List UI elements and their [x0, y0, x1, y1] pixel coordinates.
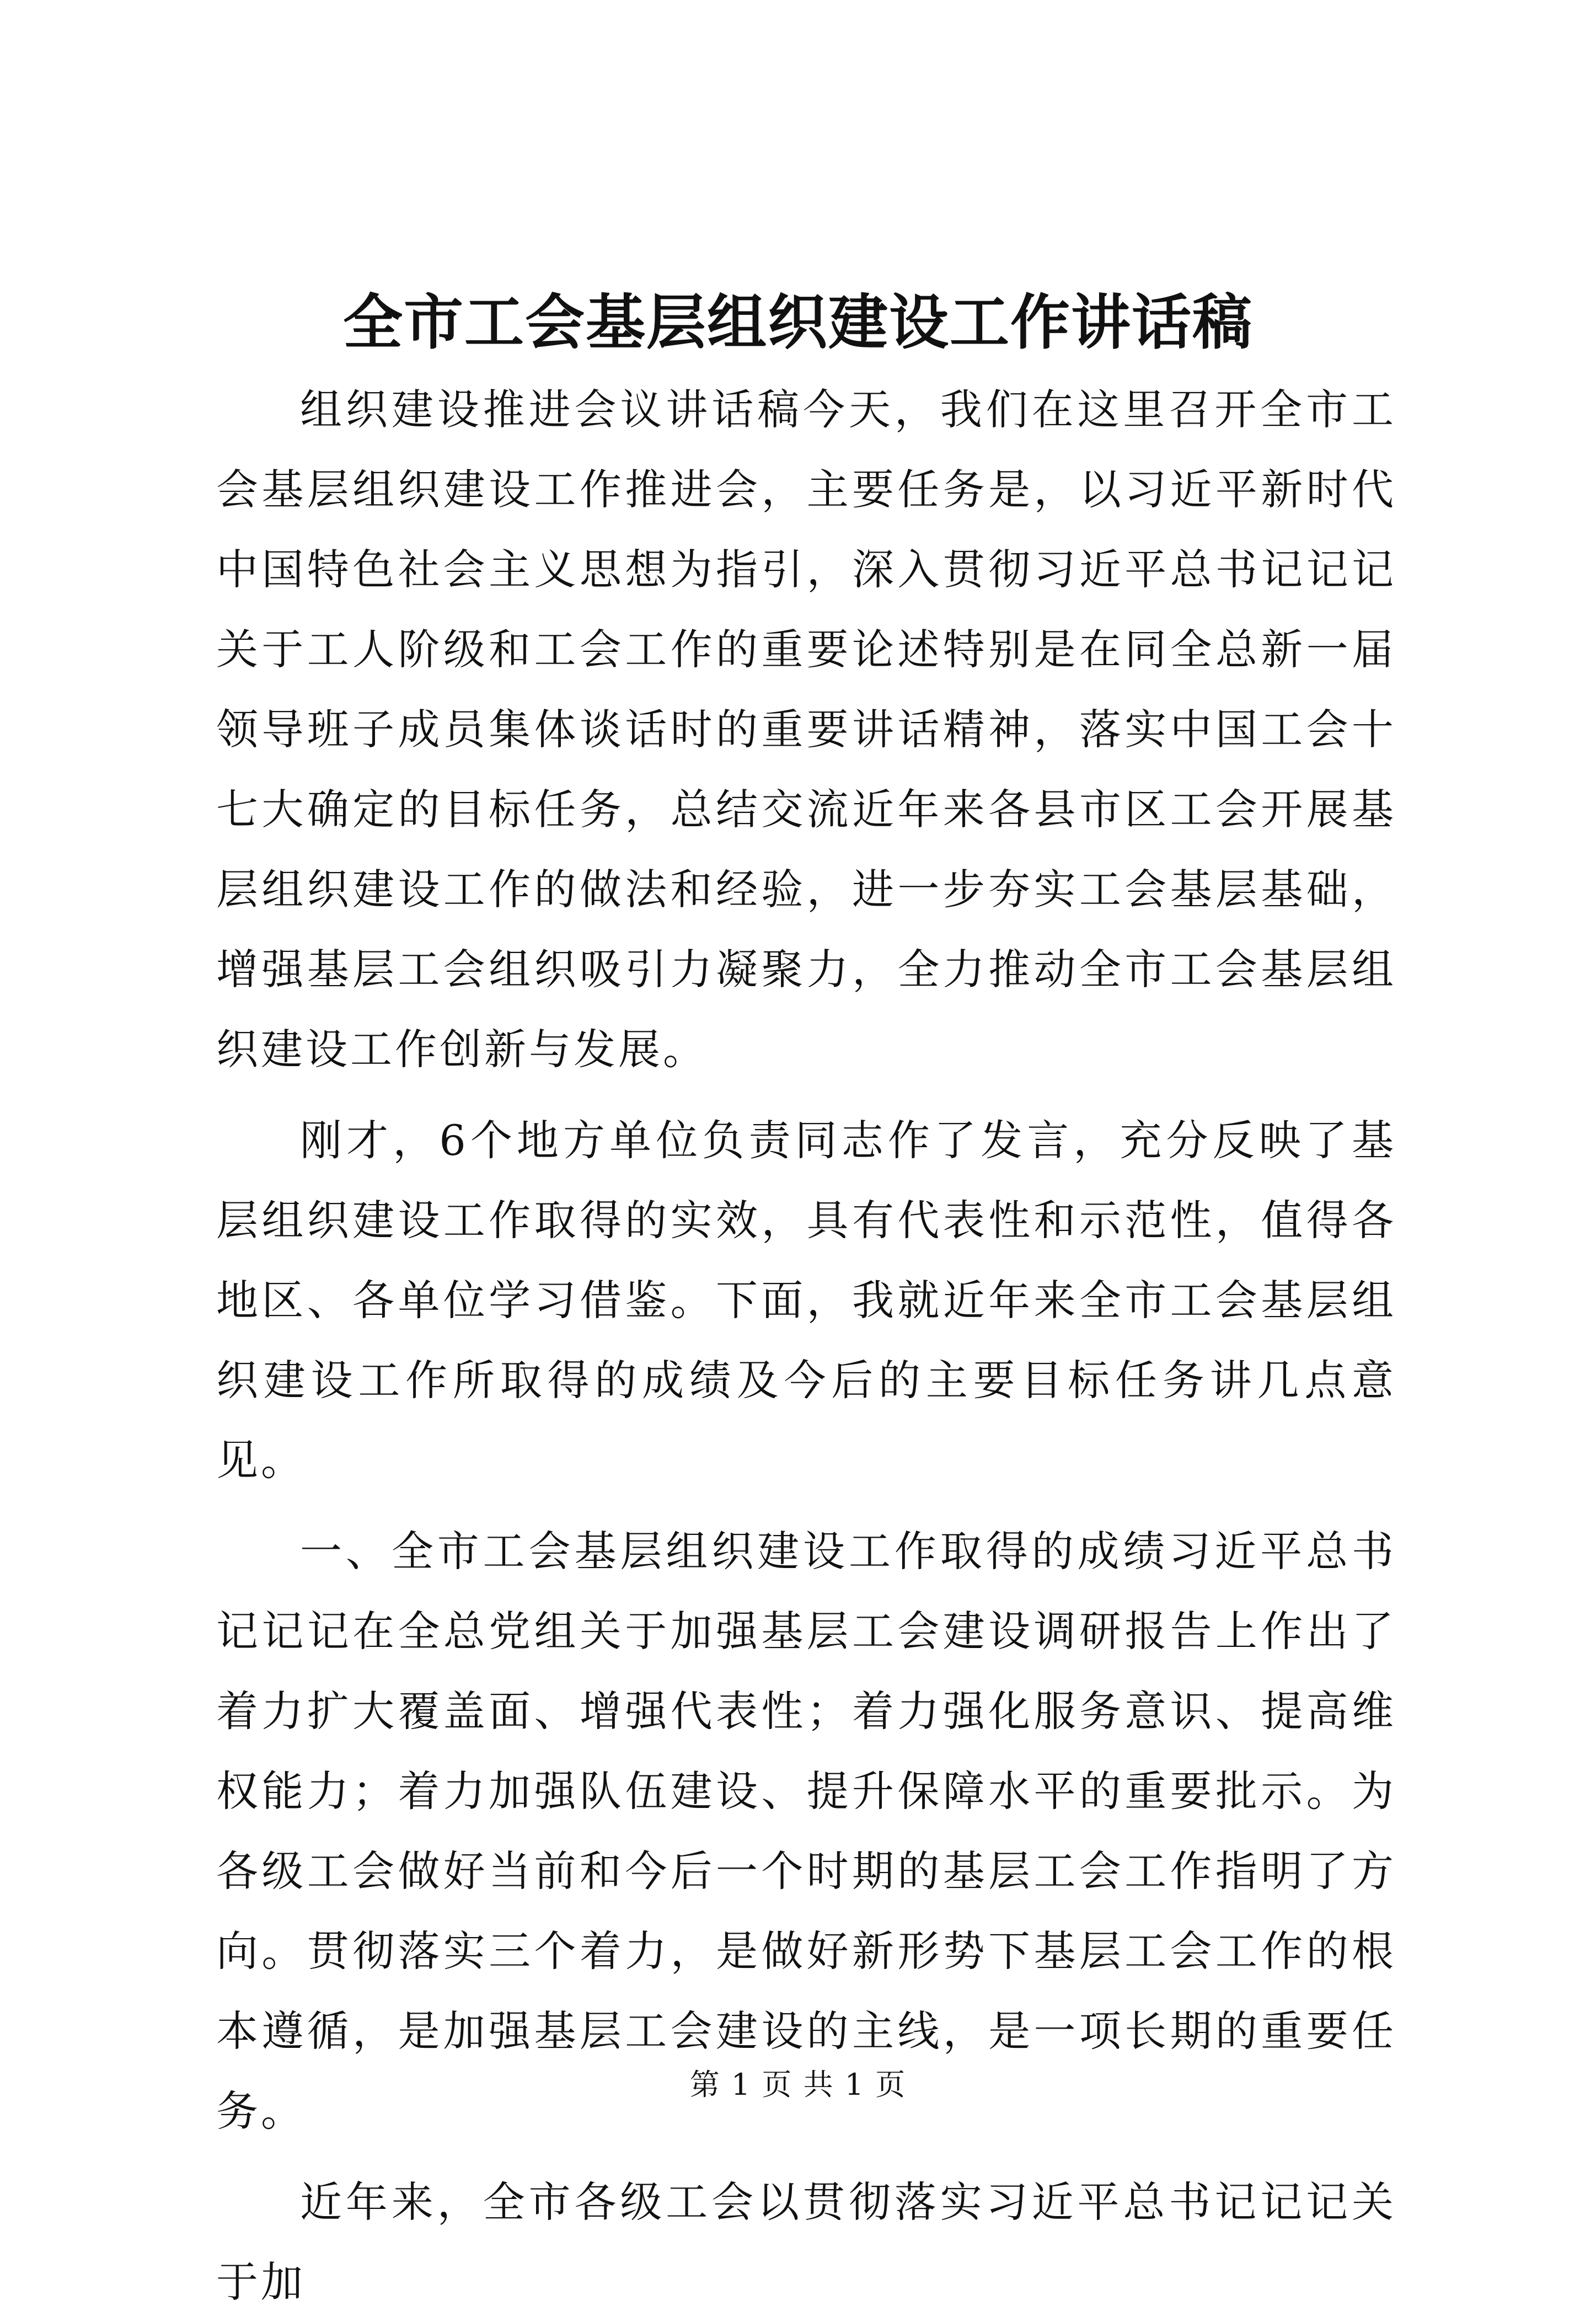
paragraph-speeches: 刚才，6个地方单位负责同志作了发言，充分反映了基层组织建设工作取得的实效，具有代表性和示范性，值得各地区、各单位学习借鉴。下面，我就近年来全市工会基层组织建设工作所取得的成绩及今后的主要目标任务讲几点意见。: [216, 1116, 1396, 1485]
document-body: [216, 370, 1396, 2322]
page-footer: 第 1 页 共 1 页: [689, 2067, 907, 2102]
paragraph-intro: 组织建设推进会议讲话稿今天，我们在这里召开全市工会基层组织建设工作推进会，主要任务是，以习近平新时代中国特色社会主义思想为指引，深入贯彻习近平总书记记记关于工人阶级和工会工作的重要论述特别是在同全总新一届领导班子成员集体谈话时的重要讲话精神，落实中国工会十七大确定的目标任务，总结交流近年来各县市区工会开展基层组织建设工作的做法和经验，进一步夯实工会基层基础，增强基层工会组织吸引力凝聚力，全力推动全市工会基层组织建设工作创新与发展。: [216, 385, 1396, 1074]
paragraph-recent-years: 近年来，全市各级工会以贯彻落实习近平总书记记记关于加: [216, 2177, 1396, 2307]
paragraph-achievements: 一、全市工会基层组织建设工作取得的成绩习近平总书记记记在全总党组关于加强基层工会建设调研报告上作出了着力扩大覆盖面、增强代表性；着力强化服务意识、提高维权能力；着力加强队伍建设、提升保障水平的重要批示。为各级工会做好当前和今后一个时期的基层工会工作指明了方向。贯彻落实三个着力，是做好新形势下基层工会工作的根本遵循，是加强基层工会建设的主线，是一项长期的重要任务。: [216, 1527, 1396, 2136]
document-title: 全市工会基层组织建设工作讲话稿: [342, 288, 1253, 357]
